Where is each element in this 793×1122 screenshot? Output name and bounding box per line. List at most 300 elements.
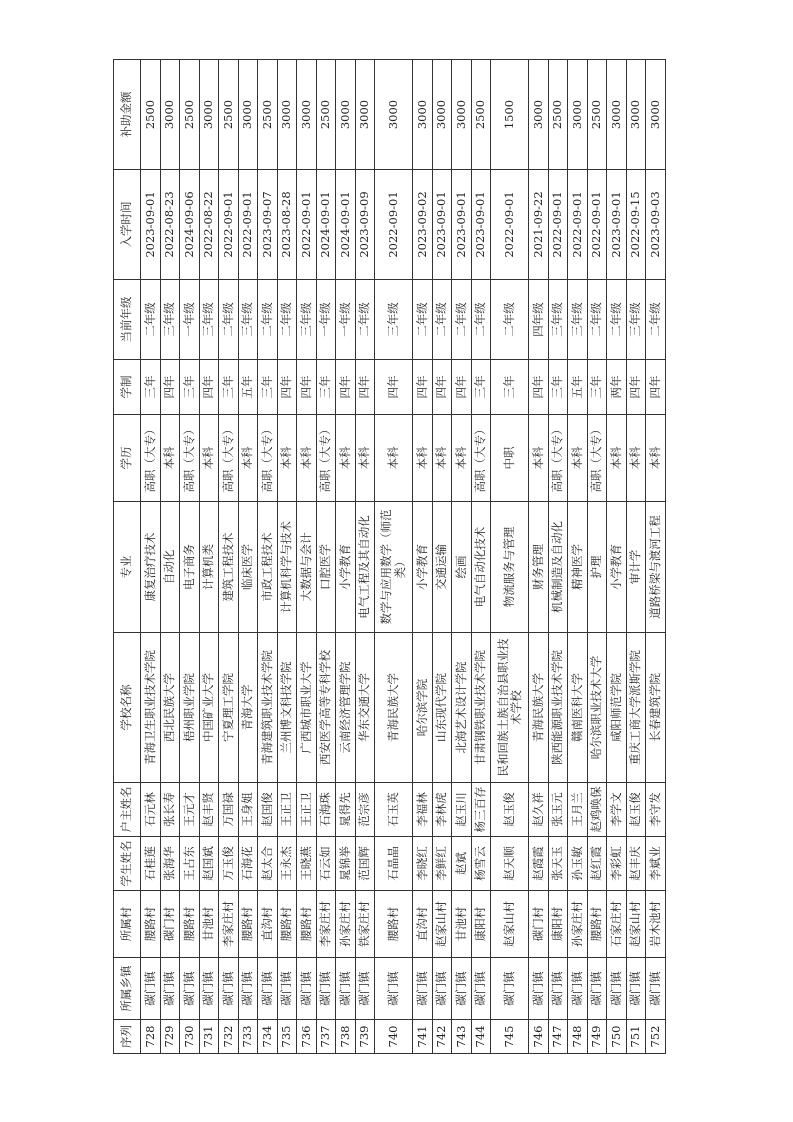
table-cell: 云南经济管理学院: [336, 633, 356, 783]
table-cell: 本科: [277, 415, 297, 502]
table-cell: 2023-08-28: [277, 170, 297, 280]
table-cell: 三年级: [548, 280, 568, 360]
table-cell: 碳门镇: [199, 958, 219, 1020]
table-cell: 743: [452, 1020, 472, 1054]
table-cell: 晁得先: [336, 783, 356, 837]
table-cell: 高职（大专）: [548, 415, 568, 502]
table-cell: 2500: [258, 60, 278, 170]
table-cell: 2500: [316, 60, 336, 170]
table-cell: 2500: [219, 60, 239, 170]
table-row: [219, 60, 239, 1054]
table-cell: 张海华: [160, 837, 180, 891]
header-cell: 专业: [114, 502, 141, 633]
table-cell: 二年级: [219, 280, 239, 360]
table-cell: 赵鸡唤保: [587, 783, 607, 837]
table-cell: 两年: [607, 360, 627, 415]
table-cell: 三年: [548, 360, 568, 415]
table-cell: 碳门镇: [316, 958, 336, 1020]
table-cell: 五年: [568, 360, 588, 415]
table-cell: 二年级: [413, 280, 433, 360]
table-cell: 赵太合: [258, 837, 278, 891]
table-cell: 哈尔滨职业技术大学: [587, 633, 607, 783]
table-cell: 电气工程及其自动化: [355, 502, 375, 633]
table-cell: 737: [316, 1020, 336, 1054]
table-cell: 本科: [199, 415, 219, 502]
table-cell: 兰州博文科技学院: [277, 633, 297, 783]
header-cell: 户主姓名: [114, 783, 141, 837]
table-cell: 3000: [626, 60, 646, 170]
table-cell: 王晓燕: [297, 837, 317, 891]
header-cell: 补助金额: [114, 60, 141, 170]
table-cell: 2022-09-01: [491, 170, 529, 280]
table-row: [587, 60, 607, 1054]
table-row: [568, 60, 588, 1054]
table-cell: 2023-09-09: [355, 170, 375, 280]
table-cell: 746: [529, 1020, 549, 1054]
table-row: [471, 60, 491, 1054]
table-cell: 四年: [626, 360, 646, 415]
rotated-table-container: [113, 60, 666, 1054]
table-cell: 计算机类: [199, 502, 219, 633]
table-row: [199, 60, 219, 1054]
table-cell: 碳门村: [529, 891, 549, 958]
table-cell: 731: [199, 1020, 219, 1054]
table-cell: 孙玉敏: [568, 837, 588, 891]
table-row: [375, 60, 413, 1054]
table-cell: 本科: [413, 415, 433, 502]
table-cell: 西北民族大学: [160, 633, 180, 783]
table-cell: 三年: [180, 360, 200, 415]
table-cell: 康阳村: [548, 891, 568, 958]
table-cell: 3000: [432, 60, 452, 170]
subsidy-table: [113, 59, 666, 1054]
table-cell: 2022-09-01: [587, 170, 607, 280]
table-cell: 赵家山村: [626, 891, 646, 958]
header-cell: 所属村: [114, 891, 141, 958]
table-cell: 腰路村: [238, 891, 258, 958]
table-row: [646, 60, 666, 1054]
table-cell: 青海建筑职业技术学院: [258, 633, 278, 783]
table-cell: 李福林: [413, 783, 433, 837]
table-cell: 碳门镇: [548, 958, 568, 1020]
table-cell: 甘池村: [199, 891, 219, 958]
table-cell: 1500: [491, 60, 529, 170]
table-cell: 碳门镇: [180, 958, 200, 1020]
table-cell: 四年: [355, 360, 375, 415]
table-cell: 本科: [646, 415, 666, 502]
table-cell: 中职: [491, 415, 529, 502]
table-cell: 3000: [277, 60, 297, 170]
table-cell: 三年级: [626, 280, 646, 360]
table-cell: 2022-09-01: [568, 170, 588, 280]
header-cell: 学历: [114, 415, 141, 502]
table-cell: 审计学: [626, 502, 646, 633]
table-cell: 四年: [432, 360, 452, 415]
table-cell: 2023-09-01: [471, 170, 491, 280]
table-cell: 碳门镇: [432, 958, 452, 1020]
table-cell: 三年级: [568, 280, 588, 360]
table-row: [277, 60, 297, 1054]
table-cell: 广西城市职业大学: [297, 633, 317, 783]
table-cell: 一年级: [336, 280, 356, 360]
table-cell: 碳门镇: [646, 958, 666, 1020]
table-cell: 碳门镇: [607, 958, 627, 1020]
table-cell: 2022-08-23: [160, 170, 180, 280]
header-cell: 所属乡镇: [114, 958, 141, 1020]
table-cell: 738: [336, 1020, 356, 1054]
table-cell: 腰路村: [141, 891, 161, 958]
table-cell: 碳门镇: [626, 958, 646, 1020]
table-cell: 四年: [375, 360, 413, 415]
table-cell: 3000: [355, 60, 375, 170]
table-cell: 哈尔滨学院: [413, 633, 433, 783]
table-cell: 腰路村: [277, 891, 297, 958]
table-cell: 2023-09-01: [452, 170, 472, 280]
table-cell: 2021-09-22: [529, 170, 549, 280]
table-cell: 王永杰: [277, 837, 297, 891]
table-cell: 二年级: [258, 280, 278, 360]
table-cell: 青海大学: [238, 633, 258, 783]
table-cell: 三年级: [238, 280, 258, 360]
table-cell: 碳门镇: [141, 958, 161, 1020]
table-cell: 四年: [529, 360, 549, 415]
table-row: [316, 60, 336, 1054]
table-cell: 2500: [471, 60, 491, 170]
table-cell: 2022-08-22: [199, 170, 219, 280]
table-cell: 晁锦举: [336, 837, 356, 891]
table-cell: 杨雪云: [471, 837, 491, 891]
table-cell: 二年级: [432, 280, 452, 360]
table-cell: 护理: [587, 502, 607, 633]
table-cell: 高职（大专）: [587, 415, 607, 502]
table-cell: 二年级: [141, 280, 161, 360]
table-cell: 747: [548, 1020, 568, 1054]
table-cell: 赵丰贤: [199, 783, 219, 837]
table-cell: 四年: [646, 360, 666, 415]
table-cell: 电气自动化技术: [471, 502, 491, 633]
header-cell: 学生姓名: [114, 837, 141, 891]
table-cell: 三年: [258, 360, 278, 415]
table-cell: 3000: [607, 60, 627, 170]
table-cell: 道路桥梁与渡河工程: [646, 502, 666, 633]
table-row: [258, 60, 278, 1054]
table-cell: 二年级: [646, 280, 666, 360]
table-cell: 李晓红: [413, 837, 433, 891]
table-cell: 四年: [199, 360, 219, 415]
table-cell: 直沟村: [413, 891, 433, 958]
table-cell: 李彩虹: [607, 837, 627, 891]
table-cell: 一年级: [180, 280, 200, 360]
table-cell: 3000: [646, 60, 666, 170]
table-cell: 733: [238, 1020, 258, 1054]
table-cell: 3000: [160, 60, 180, 170]
header-cell: 入学时间: [114, 170, 141, 280]
table-cell: 748: [568, 1020, 588, 1054]
table-cell: 2023-09-02: [413, 170, 433, 280]
table-cell: 物流服务与管理: [491, 502, 529, 633]
table-cell: 750: [607, 1020, 627, 1054]
table-cell: 734: [258, 1020, 278, 1054]
table-body: [141, 60, 666, 1054]
table-cell: 碳门镇: [238, 958, 258, 1020]
table-cell: 四年: [160, 360, 180, 415]
table-cell: 四年: [297, 360, 317, 415]
table-cell: 李学文: [607, 783, 627, 837]
table-cell: 二年级: [471, 280, 491, 360]
table-cell: 小学教育: [413, 502, 433, 633]
table-cell: 精神医学: [568, 502, 588, 633]
table-cell: 口腔医学: [316, 502, 336, 633]
table-cell: 市政工程技术: [258, 502, 278, 633]
table-cell: 临床医学: [238, 502, 258, 633]
table-cell: 青海民族大学: [375, 633, 413, 783]
table-cell: 电子商务: [180, 502, 200, 633]
table-cell: 碳门村: [160, 891, 180, 958]
table-cell: 二年级: [587, 280, 607, 360]
table-row: [607, 60, 627, 1054]
table-cell: 赵丰庆: [626, 837, 646, 891]
table-row: [160, 60, 180, 1054]
table-cell: 四年: [336, 360, 356, 415]
table-cell: 赵家山村: [432, 891, 452, 958]
table-cell: 四年级: [529, 280, 549, 360]
table-cell: 二年级: [607, 280, 627, 360]
table-cell: 赵家山村: [491, 891, 529, 958]
table-cell: 腰路村: [375, 891, 413, 958]
table-cell: 二年级: [355, 280, 375, 360]
table-cell: 732: [219, 1020, 239, 1054]
table-row: [491, 60, 529, 1054]
table-cell: 王正卫: [297, 783, 317, 837]
table-cell: 李守发: [646, 783, 666, 837]
table-cell: 高职（大专）: [180, 415, 200, 502]
table-cell: 3000: [568, 60, 588, 170]
table-cell: 赵久祥: [529, 783, 549, 837]
table-cell: 2023-09-01: [432, 170, 452, 280]
table-row: [413, 60, 433, 1054]
table-cell: 742: [432, 1020, 452, 1054]
table-cell: 3000: [375, 60, 413, 170]
table-cell: 王身姐: [238, 783, 258, 837]
table-cell: 752: [646, 1020, 666, 1054]
table-cell: 万玉俊: [219, 837, 239, 891]
table-row: [452, 60, 472, 1054]
table-cell: 2500: [587, 60, 607, 170]
table-cell: 739: [355, 1020, 375, 1054]
table-cell: 数学与应用数学（师范类）: [375, 502, 413, 633]
table-cell: 高职（大专）: [471, 415, 491, 502]
table-cell: 本科: [607, 415, 627, 502]
table-cell: 碳门镇: [297, 958, 317, 1020]
table-cell: 本科: [452, 415, 472, 502]
table-cell: 咸阳师范学院: [607, 633, 627, 783]
table-cell: 2022-09-01: [238, 170, 258, 280]
table-cell: 2500: [548, 60, 568, 170]
table-cell: 高职（大专）: [141, 415, 161, 502]
table-cell: 2500: [180, 60, 200, 170]
table-cell: 王月兰: [568, 783, 588, 837]
table-cell: 重庆工商大学派斯学院: [626, 633, 646, 783]
table-cell: 交通运输: [432, 502, 452, 633]
table-cell: 孙家庄村: [568, 891, 588, 958]
table-row: [548, 60, 568, 1054]
table-cell: 730: [180, 1020, 200, 1054]
table-cell: 甘池村: [452, 891, 472, 958]
table-cell: 本科: [238, 415, 258, 502]
table-cell: 自动化: [160, 502, 180, 633]
table-cell: 杨三百存: [471, 783, 491, 837]
table-cell: 北海艺术设计学院: [452, 633, 472, 783]
table-cell: 碳门镇: [258, 958, 278, 1020]
table-cell: 碳门镇: [587, 958, 607, 1020]
table-cell: 三年级: [297, 280, 317, 360]
table-cell: 碳门镇: [160, 958, 180, 1020]
table-cell: 碳门镇: [471, 958, 491, 1020]
table-cell: 李鲜红: [432, 837, 452, 891]
table-row: [529, 60, 549, 1054]
table-cell: 本科: [568, 415, 588, 502]
table-cell: 大数据与会计: [297, 502, 317, 633]
table-cell: 3000: [529, 60, 549, 170]
table-cell: 小学教育: [336, 502, 356, 633]
table-cell: 范宗彦: [355, 783, 375, 837]
table-cell: 石海珠: [316, 783, 336, 837]
table-cell: 五年: [238, 360, 258, 415]
table-cell: 本科: [432, 415, 452, 502]
table-cell: 张玉元: [548, 783, 568, 837]
table-cell: 长春建筑学院: [646, 633, 666, 783]
table-cell: 本科: [626, 415, 646, 502]
table-cell: 陕西能源职业技术学院: [548, 633, 568, 783]
table-cell: 绘画: [452, 502, 472, 633]
table-row: [180, 60, 200, 1054]
table-cell: 728: [141, 1020, 161, 1054]
table-cell: 碳门镇: [529, 958, 549, 1020]
table-cell: 四年: [452, 360, 472, 415]
table-cell: 741: [413, 1020, 433, 1054]
table-cell: 3000: [452, 60, 472, 170]
table-cell: 三年: [587, 360, 607, 415]
table-cell: 范国辉: [355, 837, 375, 891]
table-cell: 3000: [336, 60, 356, 170]
table-cell: 赵霞霞: [529, 837, 549, 891]
table-cell: 机械制造及自动化: [548, 502, 568, 633]
table-cell: 民和回族土族自治县职业技术学校: [491, 633, 529, 783]
table-cell: 碳门镇: [452, 958, 472, 1020]
table-cell: 赵国俊: [258, 783, 278, 837]
table-cell: 青海卫生职业技术学院: [141, 633, 161, 783]
table-cell: 财务管理: [529, 502, 549, 633]
table-cell: 山东现代学院: [432, 633, 452, 783]
table-cell: 青海民族大学: [529, 633, 549, 783]
table-cell: 3000: [238, 60, 258, 170]
table-cell: 三年: [316, 360, 336, 415]
table-cell: 三年: [141, 360, 161, 415]
table-row: [355, 60, 375, 1054]
table-cell: 石桂莲: [141, 837, 161, 891]
table-cell: 石玉英: [375, 783, 413, 837]
table-cell: 735: [277, 1020, 297, 1054]
table-cell: 碳门镇: [355, 958, 375, 1020]
header-cell: 当前年级: [114, 280, 141, 360]
table-cell: 三年级: [375, 280, 413, 360]
table-cell: 石晶晶: [375, 837, 413, 891]
table-cell: 小学教育: [607, 502, 627, 633]
table-cell: 赣南医科大学: [568, 633, 588, 783]
table-cell: 赵玉川: [452, 783, 472, 837]
table-cell: 本科: [375, 415, 413, 502]
table-cell: 赵斌: [452, 837, 472, 891]
table-cell: 三年级: [199, 280, 219, 360]
table-cell: 2022-09-01: [297, 170, 317, 280]
table-cell: 李斌业: [646, 837, 666, 891]
table-cell: 高职（大专）: [219, 415, 239, 502]
table-cell: 中国矿业大学: [199, 633, 219, 783]
table-cell: 碳门镇: [413, 958, 433, 1020]
table-cell: 三年: [471, 360, 491, 415]
table-cell: 赵玉俊: [626, 783, 646, 837]
table-cell: 腰路村: [297, 891, 317, 958]
table-cell: 石家庄村: [607, 891, 627, 958]
table-cell: 华东交通大学: [355, 633, 375, 783]
table-cell: 2023-09-01: [607, 170, 627, 280]
table-cell: 745: [491, 1020, 529, 1054]
table-cell: 高职（大专）: [258, 415, 278, 502]
table-cell: 王占东: [180, 837, 200, 891]
table-row: [336, 60, 356, 1054]
header-row: [114, 60, 141, 1054]
table-cell: 一年级: [316, 280, 336, 360]
table-cell: 本科: [336, 415, 356, 502]
table-cell: 孙家庄村: [336, 891, 356, 958]
table-cell: 744: [471, 1020, 491, 1054]
table-cell: 岩木池村: [646, 891, 666, 958]
table-cell: 2024-09-06: [180, 170, 200, 280]
table-row: [626, 60, 646, 1054]
table-cell: 李家庄村: [316, 891, 336, 958]
table-cell: 赵红霞: [587, 837, 607, 891]
table-cell: 康复治疗技术: [141, 502, 161, 633]
table-row: [141, 60, 161, 1054]
table-cell: 直沟村: [258, 891, 278, 958]
table-cell: 王正卫: [277, 783, 297, 837]
table-cell: 本科: [160, 415, 180, 502]
header-cell: 序列: [114, 1020, 141, 1054]
table-cell: 腰路村: [180, 891, 200, 958]
table-cell: 西安医学高等专科学校: [316, 633, 336, 783]
header-cell: 学校名称: [114, 633, 141, 783]
table-cell: 740: [375, 1020, 413, 1054]
table-cell: 碳门镇: [336, 958, 356, 1020]
table-cell: 本科: [529, 415, 549, 502]
table-cell: 腰路村: [587, 891, 607, 958]
table-cell: 三年: [219, 360, 239, 415]
table-cell: 2022-09-01: [375, 170, 413, 280]
table-cell: 碳门镇: [219, 958, 239, 1020]
table-cell: 751: [626, 1020, 646, 1054]
table-row: [432, 60, 452, 1054]
table-cell: 建筑工程技术: [219, 502, 239, 633]
table-cell: 石云如: [316, 837, 336, 891]
table-cell: 三年级: [160, 280, 180, 360]
table-cell: 3000: [413, 60, 433, 170]
table-cell: 二年级: [277, 280, 297, 360]
table-cell: 石元林: [141, 783, 161, 837]
table-cell: 二年级: [491, 280, 529, 360]
header-cell: 学制: [114, 360, 141, 415]
table-cell: 计算机科学与技术: [277, 502, 297, 633]
table-cell: 2023-09-01: [141, 170, 161, 280]
